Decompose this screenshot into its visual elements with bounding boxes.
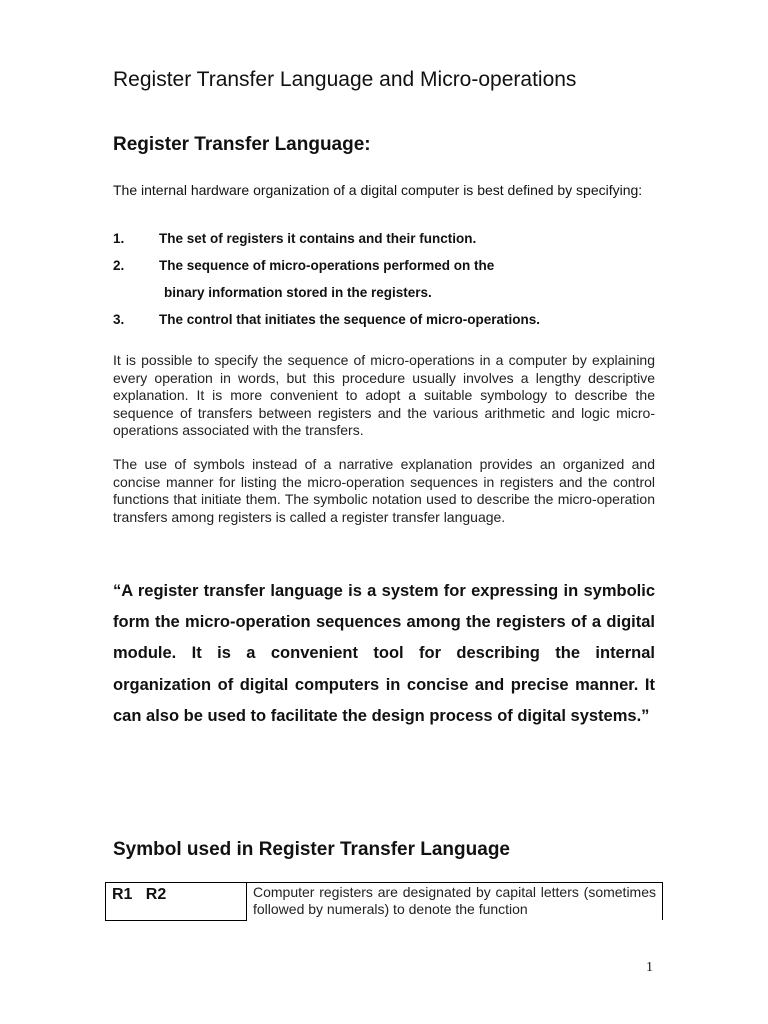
- body-paragraph-1: It is possible to specify the sequence of micro-operations in a computer by explaining every operation in words, but this procedure usually involves a lengthy descriptive explanation. It is more convenient to adopt a suitable symbology to describe the sequence of transfers between registers and the various arithmetic and logic micro-operations associated with the transfers.: [113, 352, 655, 438]
- symbols-table: [105, 882, 663, 921]
- list-text: The set of registers it contains and their function.: [159, 231, 477, 246]
- description-cell: Computer registers are designated by capital letters (sometimes followed by numerals) to denote the function: [247, 883, 663, 921]
- list-text: The control that initiates the sequence of micro-operations.: [159, 312, 541, 327]
- body-paragraph-2: The use of symbols instead of a narrative explanation provides an organized and concise manner for listing the micro-operation sequences in registers and the control functions that initiate them. The symbolic notation used to describe the micro-operation transfers among registers is called a register transfer language.: [113, 456, 655, 525]
- symbol-cell: R1 R2: [106, 883, 247, 921]
- list-number: 3.: [113, 312, 125, 327]
- table-row: [106, 883, 663, 921]
- list-text-continuation: binary information stored in the registers.: [164, 285, 432, 300]
- list-number: 1.: [113, 231, 125, 246]
- section-heading: Register Transfer Language:: [113, 134, 371, 155]
- document-title: Register Transfer Language and Micro-operations: [113, 68, 577, 91]
- symbols-heading: Symbol used in Register Transfer Language: [113, 839, 510, 860]
- page-number: 1: [646, 960, 653, 975]
- list-text: The sequence of micro-operations performed on the: [159, 258, 495, 273]
- intro-paragraph: The internal hardware organization of a digital computer is best defined by specifying:: [113, 182, 643, 198]
- definition-quote: “A register transfer language is a system for expressing in symbolic form the micro-operation sequences among the registers of a digital module. It is a convenient tool for describing the internal organization of digital computers in concise and precise manner. It can also be used to facilitate the design process of digital systems.”: [113, 582, 655, 725]
- list-number: 2.: [113, 258, 125, 273]
